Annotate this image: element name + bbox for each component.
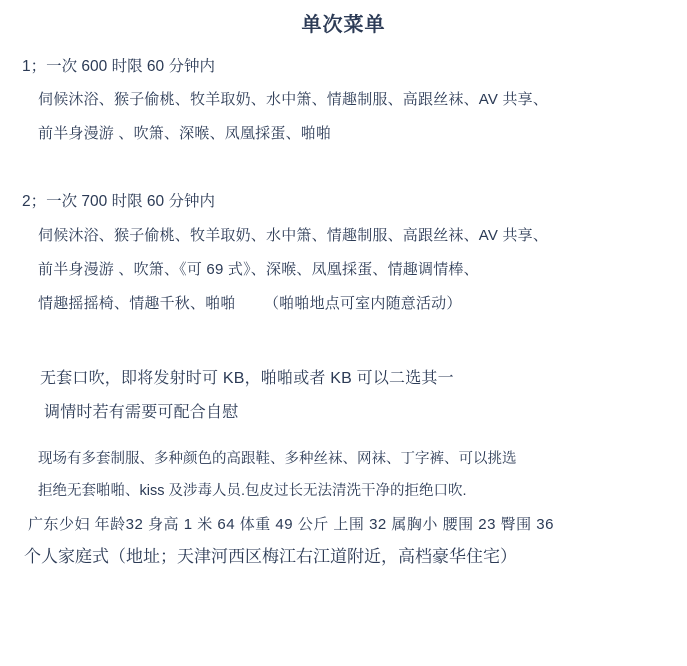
emphasis-line-1: 无套口吹，即将发射时可 KB，啪啪或者 KB 可以二选其一 bbox=[40, 369, 454, 387]
section-1-line-1: 伺候沐浴、猴子偷桃、牧羊取奶、水中箫、情趣制服、高跟丝袜、AV 共享、 bbox=[38, 91, 549, 109]
spacer-before-notes bbox=[0, 434, 687, 448]
page-title: 单次菜单 bbox=[301, 14, 386, 36]
section-1-heading: 1；一次 600 时限 60 分钟内 bbox=[22, 58, 215, 75]
section-2-line-3-note: （啪啪地点可室内随意活动） bbox=[263, 294, 462, 312]
spacer-before-emphasis bbox=[0, 326, 687, 366]
document-page bbox=[0, 8, 687, 666]
section-2-heading: 2；一次 700 时限 60 分钟内 bbox=[22, 193, 215, 211]
section-2-line-1: 伺候沐浴、猴子偷桃、牧羊取奶、水中箫、情趣制服、高跟丝袜、AV 共享、 bbox=[38, 226, 549, 244]
address-line: 个人家庭式（地址；天津河西区梅江右江道附近，高档豪华住宅） bbox=[24, 546, 517, 566]
section-2-line-3-main: 情趣摇摇椅、情趣千秋、啪啪 bbox=[38, 294, 236, 312]
section-1-line-2: 前半身漫游 、吹箫、深喉、凤凰採蛋、啪啪 bbox=[38, 125, 332, 143]
note-line-1: 现场有多套制服、多种颜色的高跟鞋、多种丝袜、网袜、丁字裤、可以挑选 bbox=[38, 451, 517, 468]
section-2-line-2: 前半身漫游 、吹箫、《可 69 式》、深喉、凤凰採蛋、情趣调情棒、 bbox=[38, 260, 479, 278]
section-2-line-3 bbox=[38, 292, 687, 316]
profile-stats: 广东少妇 年龄32 身高 1 米 64 体重 49 公斤 上围 32 属胸小 腰围 23 臀围 36 bbox=[28, 515, 554, 533]
note-line-2: 拒绝无套啪啪、kiss 及涉毒人员.包皮过长无法清洗干净的拒绝口吹. bbox=[38, 483, 467, 500]
emphasis-line-2: 调情时若有需要可配合自慰 bbox=[44, 403, 239, 421]
spacer-between-sections bbox=[0, 156, 687, 190]
